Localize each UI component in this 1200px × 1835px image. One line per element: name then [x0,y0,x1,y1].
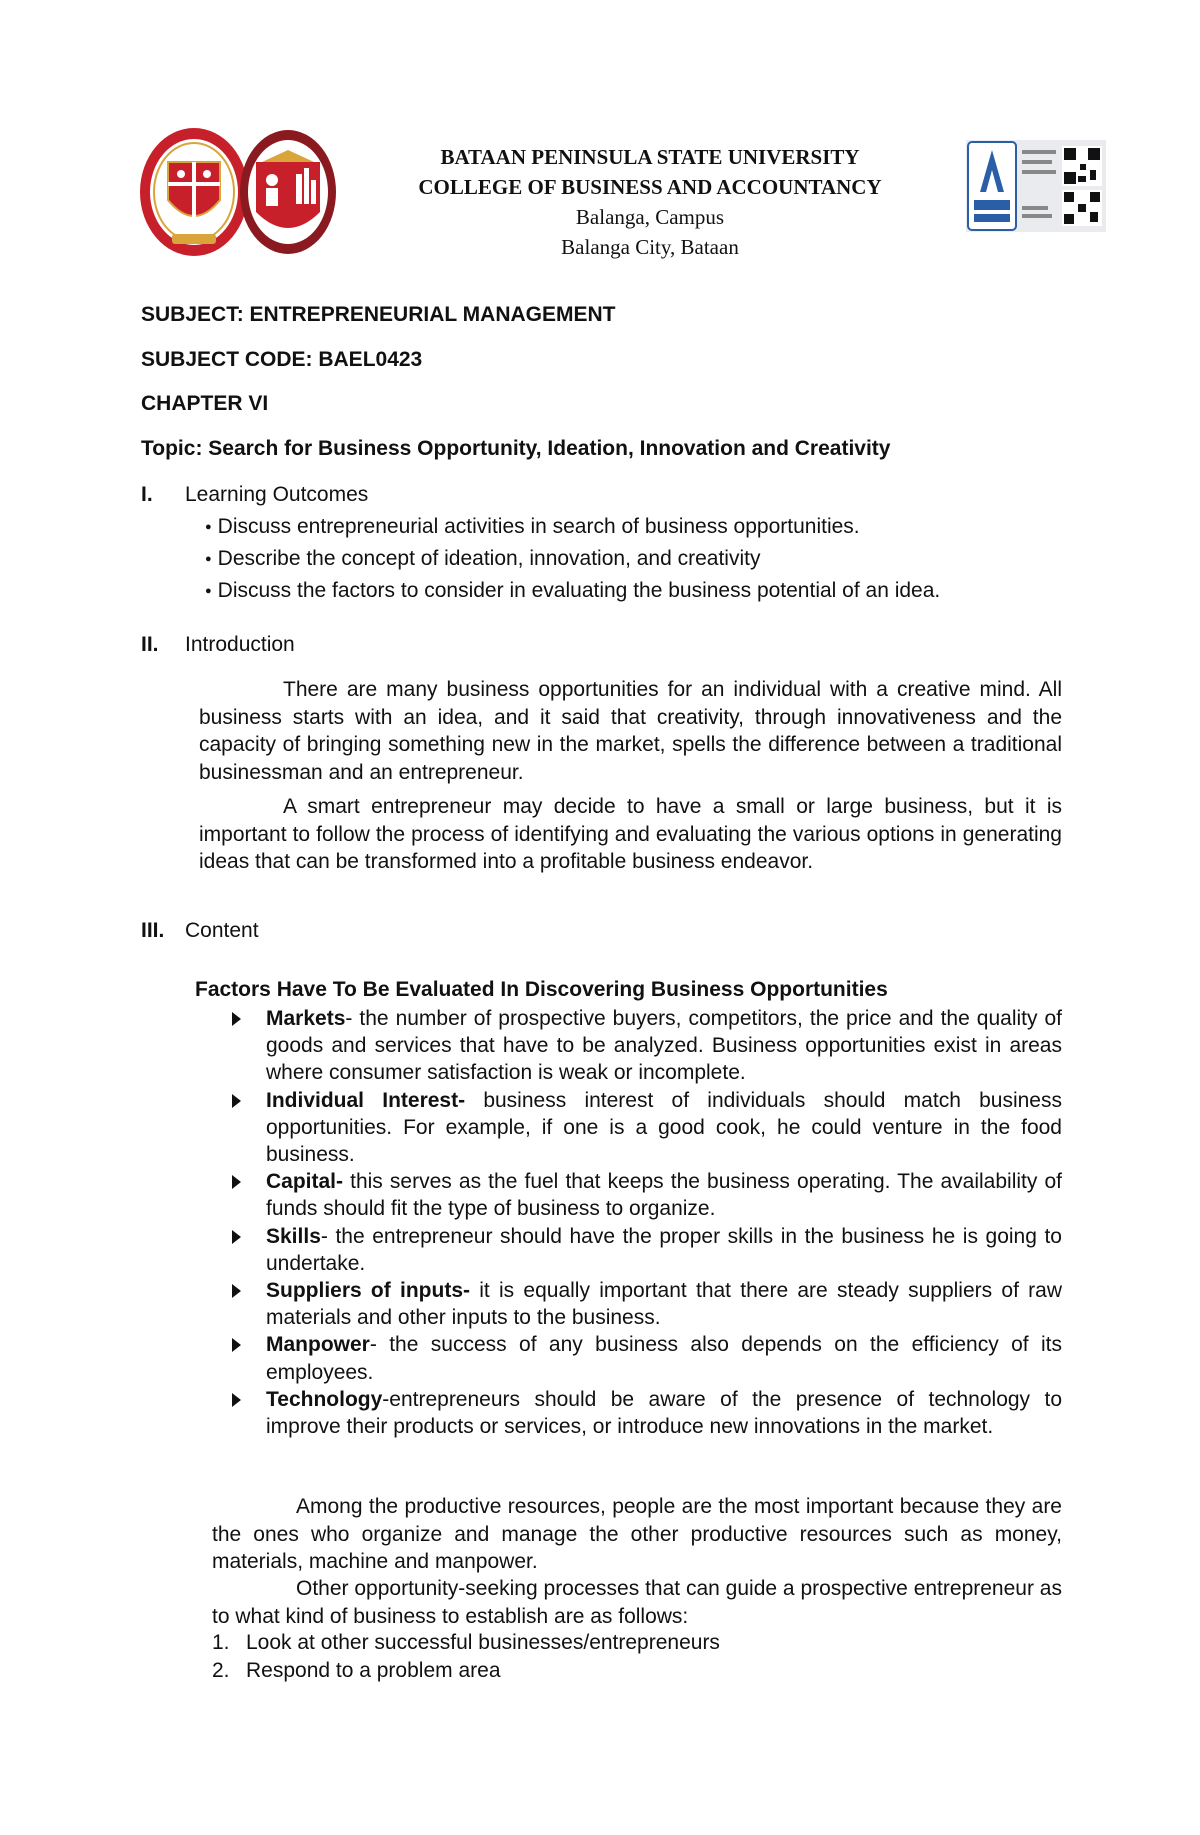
factor-text: - the number of prospective buyers, competitors, the price and the quality of goods and services that have to be analyzed. Business opportunities exist in areas where consumer satisfaction is weak or incomplete. [266,1007,1062,1085]
arrow-bullet-icon [232,1338,241,1352]
section-number: I. [141,483,153,506]
list-item [212,1629,720,1657]
arrow-bullet-icon [232,1230,241,1244]
arrow-bullet-icon [232,1012,241,1026]
factor-item [230,1331,1062,1385]
factor-term: Capital- [266,1170,344,1194]
institution-header [300,142,1000,262]
campus-name: Balanga, Campus [575,205,725,229]
section-number: III. [141,919,165,942]
chapter-line: CHAPTER VI [141,392,269,415]
section-title: Content [185,919,259,942]
university-seal-logo [138,122,250,262]
factor-item [230,1223,1062,1277]
opportunity-process-list [212,1629,720,1684]
section-number: II. [141,633,159,656]
university-name: BATAAN PENINSULA STATE UNIVERSITY [440,145,860,169]
subject-code-line: SUBJECT CODE: BAEL0423 [141,348,423,371]
intro-paragraph-1: There are many business opportunities for an individual with a creative mind. All business starts with an idea, and it said that creativity, through innovativeness and the capacity of bringing something new in the market, spells the difference between a traditional businessman and an entrepreneur. [199,678,1062,784]
factor-text: -entrepreneurs should be aware of the presence of technology to improve their products or services, or introduce new innovations in the market. [266,1387,1062,1439]
list-item: ● Discuss entrepreneurial activities in search of business opportunities. [205,511,940,543]
subject-line: SUBJECT: ENTREPRENEURIAL MANAGEMENT [141,303,616,326]
section-title: Introduction [185,633,295,656]
factors-subheading: Factors Have To Be Evaluated In Discovering Business Opportunities [195,978,888,1001]
arrow-bullet-icon [232,1094,241,1108]
factor-item [230,1277,1062,1331]
list-text: Look at other successful businesses/entrepreneurs [246,1631,720,1654]
college-name: COLLEGE OF BUSINESS AND ACCOUNTANCY [418,175,882,199]
factor-text: - the success of any business also depends on the efficiency of its employees. [266,1333,1062,1384]
factor-text: - the entrepreneur should have the proper skills in the business he is going to undertake. [266,1224,1062,1275]
factor-text: business interest of individuals should match business opportunities. For example, if one is a good cook, he could venture in the food business. [266,1088,1062,1167]
factor-item [230,1386,1062,1440]
learning-outcomes-list [205,511,940,607]
arrow-bullet-icon [232,1284,241,1298]
factor-text: this serves as the fuel that keeps the business operating. The availability of funds should fit the type of business to organize. [266,1170,1062,1221]
content-paragraph-2: Other opportunity-seeking processes that can guide a prospective entrepreneur as to what kind of business to establish are as follows: [212,1577,1062,1628]
factor-item [230,1168,1062,1222]
arrow-bullet-icon [232,1175,241,1189]
factor-text: it is equally important that there are steady suppliers of raw materials and other inputs to the business. [266,1279,1062,1330]
list-text: Respond to a problem area [246,1658,501,1682]
list-item: ● Describe the concept of ideation, innovation, and creativity [205,543,940,575]
arrow-bullet-icon [232,1393,241,1407]
factor-term: Suppliers of inputs- [266,1279,470,1303]
factors-list [230,1005,1062,1440]
list-item [212,1657,720,1685]
list-number: 2. [212,1658,230,1682]
list-number: 1. [212,1631,230,1654]
factor-term: Individual Interest- [266,1088,466,1112]
factor-term: Markets [266,1007,346,1030]
section-introduction [141,633,295,657]
section-title: Learning Outcomes [185,483,369,506]
content-paragraph-1: Among the productive resources, people are the most important because they are the ones who organize and manage the other productive resources such as money, materials, machine and manpower. [212,1495,1062,1573]
factor-item [230,1005,1062,1087]
intro-paragraph-2: A smart entrepreneur may decide to have a small or large business, but it is important to follow the process of identifying and evaluating the various options in generating ideas that can be transformed into a profitable business endeavor. [199,795,1062,873]
factor-item [230,1087,1062,1169]
factor-term: Skills [266,1224,321,1248]
city-name: Balanga City, Bataan [561,235,739,259]
factor-term: Technology [266,1387,383,1411]
section-learning-outcomes [141,483,368,507]
topic-line: Topic: Search for Business Opportunity, Ideation, Innovation and Creativity [141,437,891,460]
factor-term: Manpower [266,1333,370,1357]
list-item: ● Discuss the factors to consider in evaluating the business potential of an idea. [205,575,940,607]
certification-badge [966,140,1106,232]
section-content [141,919,259,943]
